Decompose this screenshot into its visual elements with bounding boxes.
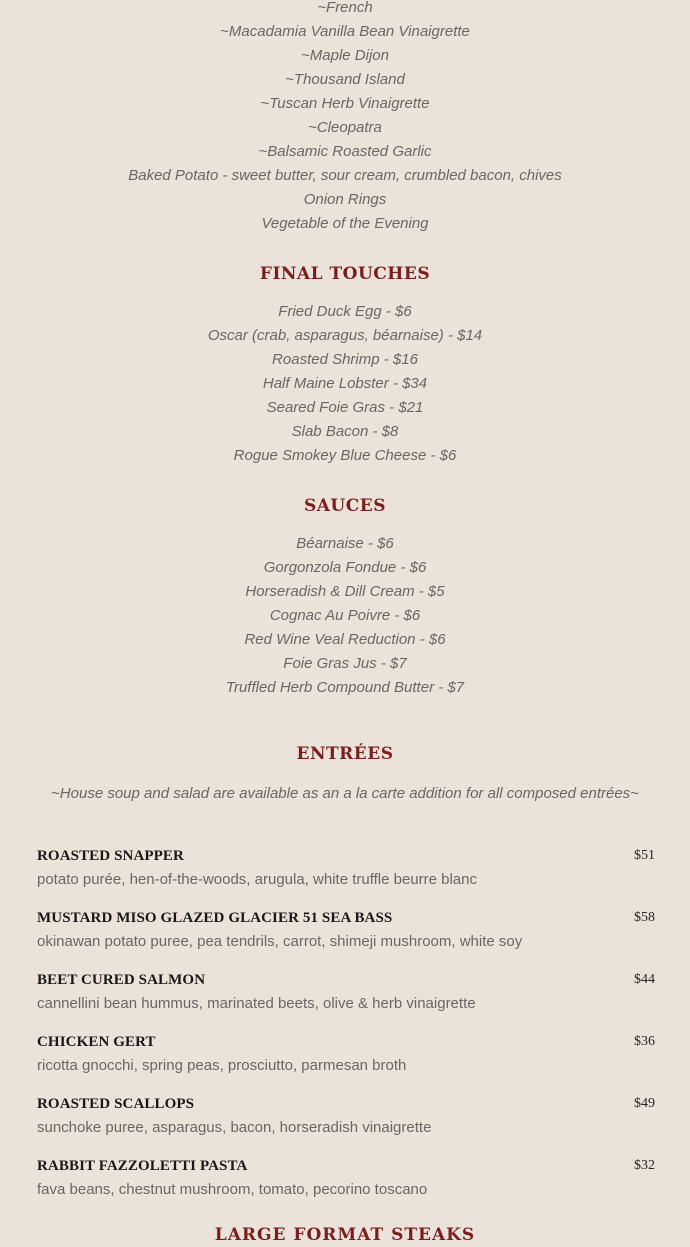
dressing-item: ~Maple Dijon [301, 47, 389, 64]
menu-item-description: okinawan potato puree, pea tendrils, carrot, shimeji mushroom, white soy [37, 933, 523, 950]
final-touch-item: Roasted Shrimp - $16 [272, 351, 418, 368]
menu-item [37, 845, 655, 907]
menu-item [37, 969, 655, 1031]
dressing-item: ~Thousand Island [285, 71, 405, 88]
menu-item-description: ricotta gnocchi, spring peas, prosciutto, parmesan broth [37, 1057, 407, 1074]
side-item: Onion Rings [303, 191, 387, 208]
menu-item-description: fava beans, chestnut mushroom, tomato, pecorino toscano [37, 1181, 428, 1198]
entrees-heading: ENTRÉES [296, 744, 394, 764]
menu-item-price: $58 [634, 910, 655, 925]
final-touch-item: Seared Foie Gras - $21 [266, 399, 424, 416]
final-touch-item: Rogue Smokey Blue Cheese - $6 [233, 447, 457, 464]
final-touch-item: Half Maine Lobster - $34 [262, 375, 428, 392]
final-touches-heading: FINAL TOUCHES [259, 264, 431, 284]
sauce-item: Truffled Herb Compound Butter - $7 [225, 679, 465, 696]
menu-item-price: $44 [634, 972, 655, 987]
dressing-item: ~Cleopatra [308, 119, 382, 136]
menu-item [37, 1093, 655, 1155]
menu-item-name: CHICKEN GERT [37, 1034, 156, 1050]
menu-item [37, 1155, 655, 1217]
entree-list [0, 845, 690, 1217]
dressing-item: ~Balsamic Roasted Garlic [258, 143, 432, 160]
menu-item-name: ROASTED SNAPPER [37, 848, 184, 864]
menu-item-description: cannellini bean hummus, marinated beets, olive & herb vinaigrette [37, 995, 476, 1012]
side-item: Vegetable of the Evening [261, 215, 429, 232]
dressing-item: ~Macadamia Vanilla Bean Vinaigrette [220, 23, 470, 40]
menu-item-name: MUSTARD MISO GLAZED GLACIER 51 SEA BASS [37, 910, 393, 926]
menu-item-price: $49 [634, 1096, 655, 1111]
menu-item-price: $51 [634, 848, 655, 863]
sauce-item: Foie Gras Jus - $7 [283, 655, 407, 672]
sauce-item: Béarnaise - $6 [296, 535, 394, 552]
final-touch-item: Slab Bacon - $8 [291, 423, 399, 440]
menu-item-description: potato purée, hen-of-the-woods, arugula, white truffle beurre blanc [37, 871, 477, 888]
dressing-item: ~French [317, 0, 373, 16]
menu-item-name: ROASTED SCALLOPS [37, 1096, 195, 1112]
side-item: Baked Potato - sweet butter, sour cream, crumbled bacon, chives [128, 167, 562, 184]
menu-item-name: BEET CURED SALMON [37, 972, 206, 988]
sauces-list [0, 532, 690, 700]
menu-item-price: $32 [634, 1158, 655, 1173]
menu-item-name: RABBIT FAZZOLETTI PASTA [37, 1158, 248, 1174]
sauce-item: Horseradish & Dill Cream - $5 [245, 583, 445, 600]
dressing-item: ~Tuscan Herb Vinaigrette [260, 95, 430, 112]
menu-item-price: $36 [634, 1034, 655, 1049]
sauces-heading: SAUCES [303, 496, 387, 516]
final-touch-item: Fried Duck Egg - $6 [278, 303, 412, 320]
dressing-list [0, 0, 690, 236]
final-touches-list [0, 300, 690, 468]
entrees-note: ~House soup and salad are available as an a la carte addition for all composed entrées~ [51, 785, 639, 802]
menu-item [37, 907, 655, 969]
sauce-item: Gorgonzola Fondue - $6 [263, 559, 427, 576]
final-touch-item: Oscar (crab, asparagus, béarnaise) - $14 [207, 327, 483, 344]
sauce-item: Cognac Au Poivre - $6 [269, 607, 421, 624]
menu-item [37, 1031, 655, 1093]
large-format-steaks-heading: LARGE FORMAT STEAKS [214, 1225, 476, 1245]
sauce-item: Red Wine Veal Reduction - $6 [244, 631, 446, 648]
menu-item-description: sunchoke puree, asparagus, bacon, horseradish vinaigrette [37, 1119, 432, 1136]
